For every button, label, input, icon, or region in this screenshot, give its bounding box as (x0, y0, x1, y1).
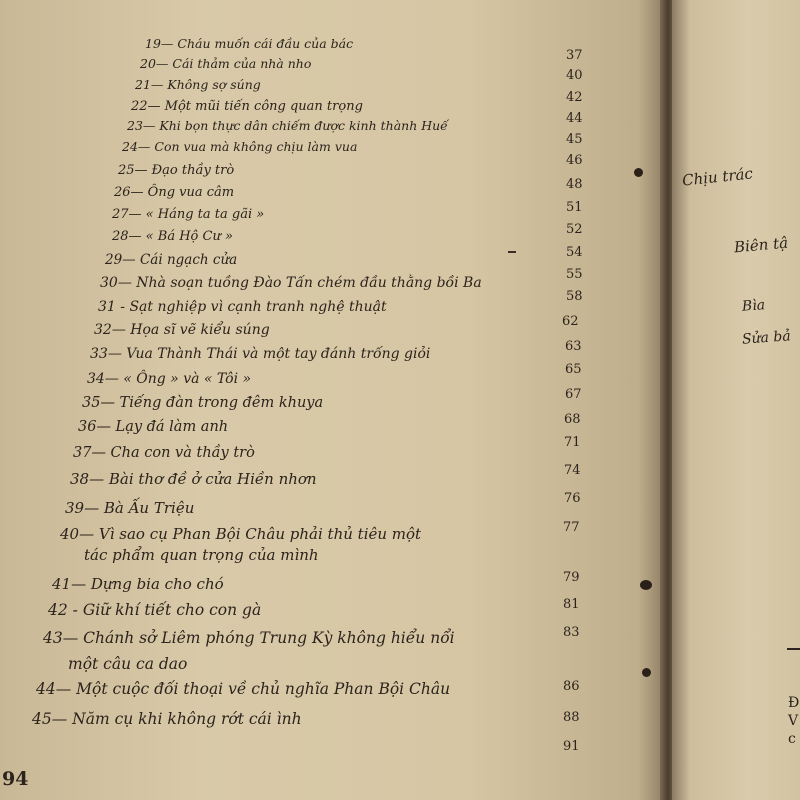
binding-hole-3 (642, 668, 651, 677)
toc-page-35: 68 (564, 412, 581, 427)
facing-page-label-2: Biên tậ (733, 233, 789, 257)
facing-page-label-1: Chịu trác (681, 164, 754, 190)
toc-entry-20: 20— Cái thảm của nhà nho (140, 56, 312, 71)
toc-page-30: 58 (566, 289, 583, 304)
toc-page-25: 48 (566, 177, 583, 192)
toc-entry-28: 28— « Bá Hộ Cư » (112, 229, 233, 244)
toc-page-36: 71 (564, 435, 581, 450)
toc-entry-36: 36— Lạy đá làm anh (78, 419, 229, 435)
toc-page-32: 63 (565, 339, 582, 354)
toc-page-31: 62 (562, 314, 579, 329)
toc-entry-29: 29— Cái ngạch cửa (105, 252, 238, 268)
toc-entry-19: 19— Cháu muốn cái đầu của bác (145, 36, 354, 51)
toc-entry-42: 42 - Giữ khí tiết cho con gà (48, 601, 262, 619)
toc-entry-26: 26— Ông vua câm (114, 185, 235, 200)
toc-entry-45: 45— Năm cụ khi không rớt cái ình (32, 710, 302, 728)
toc-page-19: 37 (566, 48, 583, 63)
toc-entry-37: 37— Cha con và thầy trò (73, 445, 255, 461)
toc-page-23: 45 (566, 132, 583, 147)
toc-entry-25: 25— Đạo thầy trò (118, 163, 235, 178)
toc-entry-39: 39— Bà Ấu Triệu (65, 499, 195, 517)
toc-page-34: 67 (565, 387, 582, 402)
toc-page-22: 44 (566, 111, 583, 126)
toc-page-29: 55 (566, 267, 583, 282)
toc-entry-43: 43— Chánh sở Liêm phóng Trung Kỳ không hiểu nổi (43, 629, 455, 647)
toc-entry-32: 32— Họa sĩ vẽ kiểu súng (94, 322, 270, 338)
facing-page-char-1: Đ (788, 695, 800, 711)
toc-entry-44: 44— Một cuộc đối thoại về chủ nghĩa Phan Bội Châu (36, 680, 451, 698)
toc-entry-35: 35— Tiếng đàn trong đêm khuya (82, 395, 324, 411)
binding-hole-1 (634, 168, 643, 177)
toc-entry-43-cont: một câu ca dao (68, 655, 188, 673)
toc-entry-38: 38— Bài thơ đề ở cửa Hiền nhơn (70, 470, 317, 488)
toc-page-33: 65 (565, 362, 582, 377)
toc-entry-40: 40— Vì sao cụ Phan Bội Châu phải thủ tiêu một (60, 525, 422, 543)
facing-page-label-3: Bìa (741, 297, 766, 315)
toc-entry-24: 24— Con vua mà không chịu làm vua (122, 139, 358, 154)
toc-page-43: 86 (563, 679, 580, 694)
facing-page-char-2: V (788, 713, 799, 729)
toc-entry-22: 22— Một mũi tiến công quan trọng (131, 99, 363, 114)
toc-entry-21: 21— Không sợ súng (135, 77, 261, 92)
toc-entry-41: 41— Dựng bia cho chó (52, 575, 224, 593)
toc-page-38: 76 (564, 491, 581, 506)
toc-page-41: 81 (563, 597, 580, 612)
facing-page-rule (787, 648, 800, 650)
toc-page-44: 88 (563, 710, 580, 725)
stray-mark (508, 251, 516, 253)
toc-page-27: 52 (566, 222, 583, 237)
toc-page-28: 54 (566, 245, 583, 260)
toc-page-42: 83 (563, 625, 580, 640)
toc-page-20: 40 (566, 68, 583, 83)
toc-page-39: 77 (563, 520, 580, 535)
facing-page (672, 0, 800, 800)
toc-page-24: 46 (566, 153, 583, 168)
binding-hole-2 (640, 580, 652, 590)
toc-entry-34: 34— « Ông » và « Tôi » (87, 371, 252, 387)
toc-page-26: 51 (566, 200, 583, 215)
toc-page-21: 42 (566, 90, 583, 105)
page-number: 94 (2, 768, 29, 790)
toc-entry-30: 30— Nhà soạn tuồng Đào Tấn chém đầu thằng bồi Ba (100, 275, 482, 291)
facing-page-label-4: Sửa bả (741, 328, 792, 348)
toc-entry-33: 33— Vua Thành Thái và một tay đánh trống giỏi (90, 346, 431, 362)
toc-entry-31: 31 - Sạt nghiệp vì cạnh tranh nghệ thuật (98, 299, 387, 315)
toc-page-37: 74 (564, 463, 581, 478)
toc-entry-40-cont: tác phẩm quan trọng của mình (84, 546, 319, 564)
toc-entry-27: 27— « Háng ta ta gãi » (112, 207, 265, 222)
facing-page-char-3: c (788, 731, 796, 747)
toc-page-45: 91 (563, 739, 580, 754)
toc-entry-23: 23— Khi bọn thực dân chiếm được kinh thành Huế (127, 118, 448, 133)
toc-page-40: 79 (563, 570, 580, 585)
